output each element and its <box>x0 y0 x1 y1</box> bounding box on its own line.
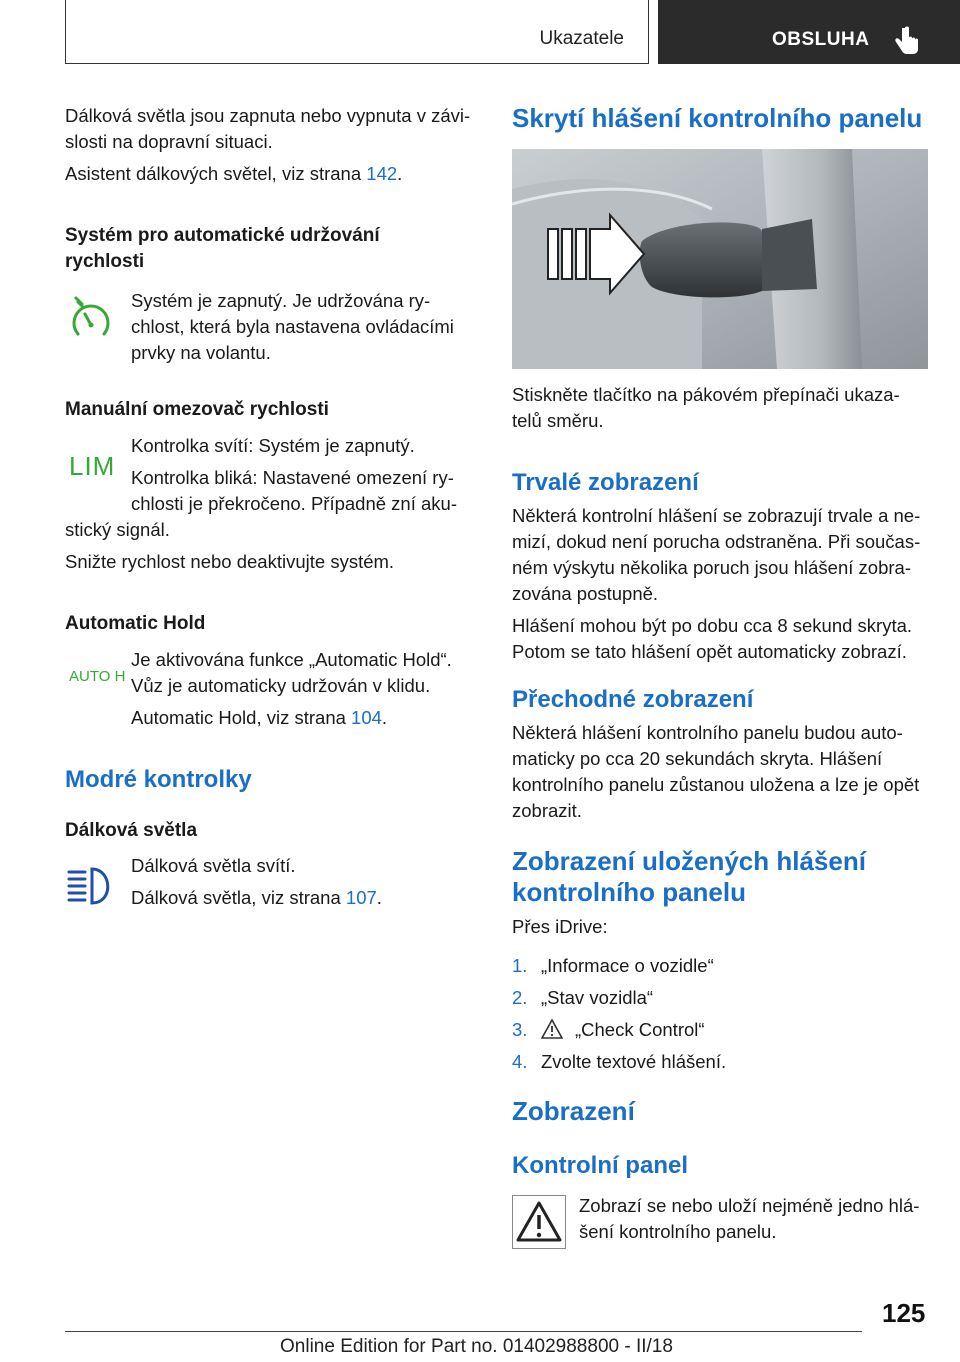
cruise-line-2: chlost, která byla nastavena ovládacími <box>131 316 454 337</box>
lim-line-4: stický signál. <box>65 519 170 540</box>
press-line-1: Stiskněte tlačítko na pákovém přepínači ukaza‐ <box>512 384 900 405</box>
temp-line-4: zobrazit. <box>512 800 582 821</box>
via-idrive: Přes iDrive: <box>512 916 608 937</box>
hide-messages-title: Skrytí hlášení kontrolního panelu <box>512 103 923 133</box>
hold-ref-text: Automatic Hold, viz strana <box>131 707 352 728</box>
beam-ref-end: . <box>376 887 382 908</box>
display-heading: Zobrazení <box>512 1096 635 1126</box>
temp-line-3: kontrolního panelu zůstanou uložena a lze je opět <box>512 774 920 795</box>
cruise-line-3: prvky na volantu. <box>131 342 271 363</box>
permanent-display-heading: Trvalé zobrazení <box>512 469 699 496</box>
hold-heading: Automatic Hold <box>65 613 206 634</box>
intro-line-2: slosti na dopravní situaci. <box>65 131 273 152</box>
hold-line-2: Vůz je automaticky udržován v klidu. <box>131 675 431 696</box>
perm-line-1: Některá kontrolní hlášení se zobrazují trvale a ne‐ <box>512 505 921 526</box>
control-panel-heading: Kontrolní panel <box>512 1152 688 1179</box>
control-panel-icon-frame <box>512 1195 566 1249</box>
beam-line-1: Dálková světla svítí. <box>131 855 296 876</box>
press-line-2: telů směru. <box>512 410 604 431</box>
idrive-steps-list <box>512 953 932 1081</box>
warning-triangle-icon <box>541 1019 563 1039</box>
temp-line-1: Některá hlášení kontrolního panelu budou auto‐ <box>512 722 903 743</box>
assist-page-link[interactable]: 142 <box>366 163 398 184</box>
beam-ref-text: Dálková světla, viz strana <box>131 887 346 908</box>
step-text: Zvolte textové hlášení. <box>541 1051 727 1072</box>
cruise-control-icon <box>68 292 114 346</box>
lim-line-5: Snižte rychlost nebo deaktivujte systém. <box>65 551 395 572</box>
assist-end: . <box>397 163 403 184</box>
warning-triangle-icon <box>513 1196 565 1248</box>
high-beam-heading: Dálková světla <box>65 820 198 841</box>
high-beam-icon <box>66 866 118 906</box>
hold-page-link[interactable]: 104 <box>351 707 382 728</box>
lim-line-1: Kontrolka svítí: Systém je zapnutý. <box>131 435 415 456</box>
perm-line-2: mizí, dokud není porucha odstraněna. Při součas‐ <box>512 531 921 552</box>
header-chapter-label: OBSLUHA <box>772 29 870 50</box>
hold-ref-end: . <box>381 707 388 728</box>
panel-line-1: Zobrazí se nebo uloží nejméně jedno hlá‐ <box>579 1195 920 1216</box>
list-item <box>512 985 932 1017</box>
panel-line-2: šení kontrolního panelu. <box>579 1221 777 1242</box>
step-number: 1. <box>512 955 528 976</box>
step-text: „Informace o vozidle“ <box>541 955 714 976</box>
footer-rule <box>65 1331 862 1332</box>
temporary-display-heading: Přechodné zobrazení <box>512 686 754 713</box>
turn-signal-lever-illustration <box>512 149 928 369</box>
header-section-title: Ukazatele <box>539 28 624 49</box>
step-number: 3. <box>512 1019 528 1040</box>
stored-messages-heading-l2: kontrolního panelu <box>512 877 746 907</box>
blue-indicators-heading: Modré kontrolky <box>65 766 252 793</box>
lim-line-3: chlosti je překročeno. Případně zní aku‐ <box>131 493 457 514</box>
step-number: 2. <box>512 987 528 1008</box>
hold-line-1: Je aktivována funkce „Automatic Hold“. <box>131 649 452 670</box>
stored-messages-heading-l1: Zobrazení uložených hlášení <box>512 846 866 876</box>
cruise-heading-l2: rychlosti <box>65 251 145 272</box>
cruise-heading-l1: Systém pro automatické udržování <box>65 225 380 246</box>
perm-line-4: zována postupně. <box>512 583 659 604</box>
perm-line-3: ném výskytu několika poruch jsou hlášení zobra‐ <box>512 557 911 578</box>
beam-page-link[interactable]: 107 <box>345 887 377 908</box>
perm-line-5: Hlášení mohou být po dobu cca 8 sekund skryta. <box>512 615 913 636</box>
list-item <box>512 953 932 985</box>
footer-edition: Online Edition for Part no. 01402988800 - II/18 <box>280 1336 673 1357</box>
list-item <box>512 1017 932 1049</box>
beam-reference <box>131 885 382 911</box>
list-item <box>512 1049 932 1081</box>
lim-icon: LIM <box>69 451 116 481</box>
temp-line-2: maticky po cca 20 sekundách skryta. Hlášení <box>512 748 883 769</box>
auto-hold-icon: AUTO H <box>69 668 126 685</box>
step-text: „Check Control“ <box>575 1019 705 1040</box>
step-text: „Stav vozidla“ <box>541 987 654 1008</box>
hold-reference <box>131 705 387 731</box>
lim-line-2: Kontrolka bliká: Nastavené omezení ry‐ <box>131 467 454 488</box>
pointing-hand-icon <box>893 26 921 56</box>
limiter-heading: Manuální omezovač rychlosti <box>65 399 329 420</box>
page-number: 125 <box>882 1298 926 1328</box>
assist-reference <box>65 161 402 187</box>
assist-text: Asistent dálkových světel, viz strana <box>65 163 367 184</box>
cruise-line-1: Systém je zapnutý. Je udržována ry‐ <box>131 290 431 311</box>
intro-line-1: Dálková světla jsou zapnuta nebo vypnuta v závi‐ <box>65 105 471 126</box>
perm-line-6: Potom se tato hlášení opět automaticky zobrazí. <box>512 641 907 662</box>
step-number: 4. <box>512 1051 528 1072</box>
